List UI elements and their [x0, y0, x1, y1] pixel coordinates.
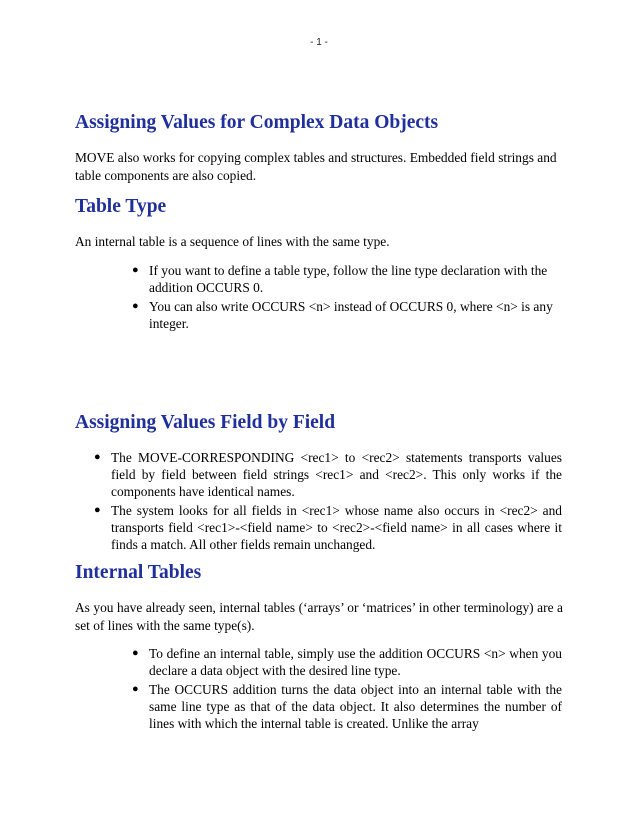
list-item [132, 262, 561, 296]
list-item-text: You can also write OCCURS <n> instead of OCCURS 0, where <n> is any integer. [149, 299, 553, 331]
bullet-icon: ● [132, 264, 139, 276]
list-item [94, 449, 562, 500]
internal-tables-bullet-list [132, 645, 562, 734]
paragraph-complex-data-objects: MOVE also works for copying complex tables and structures. Embedded field strings and table components are also copied. [75, 150, 557, 183]
list-item-text: The OCCURS addition turns the data object into an internal table with the same line type as that of the data object. It also determines the number of lines with which the internal table is created. Unlike the array [149, 682, 562, 731]
list-item-text: The MOVE-CORRESPONDING <rec1> to <rec2> statements transports values field by field between field strings <rec1> and <rec2>. This only works if the components have identical names. [111, 450, 562, 499]
list-item [132, 298, 561, 332]
heading-complex-data-objects: Assigning Values for Complex Data Objects [75, 112, 439, 133]
paragraph-internal-tables: As you have already seen, internal tables (‘arrays’ or ‘matrices’ in other terminology) are a set of lines with the same type(s). [75, 600, 563, 633]
bullet-icon: ● [94, 451, 101, 463]
bullet-icon: ● [132, 300, 139, 312]
list-item-text: The system looks for all fields in <rec1> whose name also occurs in <rec2> and transports field <rec1>-<field name> to <rec2>-<field name> in all cases where it finds a match. All other fields remain unchanged. [111, 503, 562, 552]
bullet-icon: ● [132, 647, 139, 659]
list-item [132, 681, 562, 732]
bullet-icon: ● [132, 683, 139, 695]
heading-internal-tables: Internal Tables [75, 562, 202, 583]
page-number: - 1 - [310, 37, 328, 48]
paragraph-table-type: An internal table is a sequence of lines with the same type. [75, 234, 390, 249]
list-item-text: If you want to define a table type, follow the line type declaration with the addition OCCURS 0. [149, 263, 548, 295]
table-type-bullet-list [132, 262, 561, 334]
field-by-field-bullet-list [94, 449, 562, 555]
list-item [94, 502, 562, 553]
list-item-text: To define an internal table, simply use the addition OCCURS <n> when you declare a data object with the desired line type. [149, 646, 562, 678]
list-item [132, 645, 562, 679]
heading-field-by-field: Assigning Values Field by Field [75, 412, 336, 433]
bullet-icon: ● [94, 504, 101, 516]
heading-table-type: Table Type [75, 196, 167, 217]
